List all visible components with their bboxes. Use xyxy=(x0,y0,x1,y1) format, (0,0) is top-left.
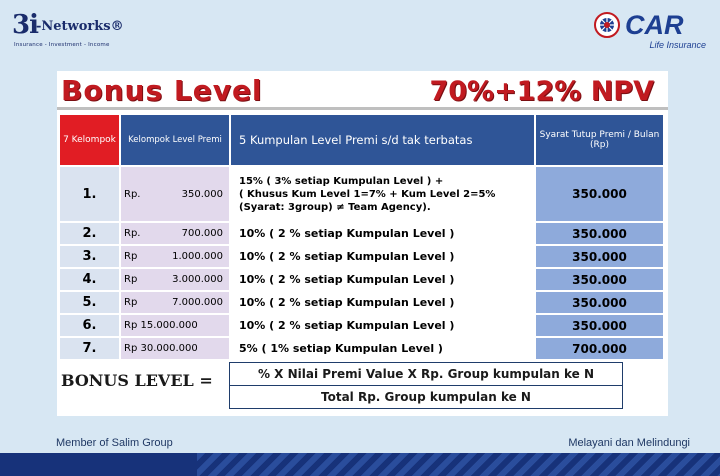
premium-currency: Rp xyxy=(124,274,138,285)
header-syarat: Syarat Tutup Premi / Bulan (Rp) xyxy=(535,114,664,166)
footer-right: Melayani dan Melindungi xyxy=(568,437,690,449)
car-brand: CAR xyxy=(625,10,684,40)
table-row xyxy=(59,314,664,337)
header-kumpulan: 5 Kumpulan Level Premi s/d tak terbatas xyxy=(230,114,535,166)
premium-level xyxy=(120,291,230,314)
premium-amount: 7.000.000 xyxy=(172,297,223,308)
footer-bar xyxy=(0,453,720,476)
syarat-value: 700.000 xyxy=(535,337,664,360)
description-line: (Syarat: 3group) ≠ Team Agency). xyxy=(239,201,431,213)
syarat-value: 350.000 xyxy=(535,245,664,268)
row-number: 3. xyxy=(59,245,120,268)
syarat-value: 350.000 xyxy=(535,268,664,291)
description-line: 5% ( 1% setiap Kumpulan Level ) xyxy=(239,342,443,355)
premium-level xyxy=(120,337,230,360)
level-description xyxy=(230,222,535,245)
premium-level xyxy=(120,245,230,268)
row-number: 1. xyxy=(59,166,120,222)
formula-denominator: Total Rp. Group kumpulan ke N xyxy=(321,390,531,404)
premium-amount: 3.000.000 xyxy=(172,274,223,285)
description-line: 10% ( 2 % setiap Kumpulan Level ) xyxy=(239,250,455,263)
header-kelompok: 7 Kelompok xyxy=(59,114,120,166)
table-row xyxy=(59,245,664,268)
syarat-value: 350.000 xyxy=(535,291,664,314)
3i-networks-logo xyxy=(12,10,124,48)
premium-amount: 350.000 xyxy=(181,188,223,200)
bonus-formula xyxy=(57,359,668,411)
level-description xyxy=(230,268,535,291)
slide-title: Bonus Level xyxy=(61,74,263,107)
header-level-premi: Kelompok Level Premi xyxy=(120,114,230,166)
row-number: 7. xyxy=(59,337,120,360)
level-description xyxy=(230,291,535,314)
description-line: 10% ( 2 % setiap Kumpulan Level ) xyxy=(239,319,455,332)
premium-currency: Rp 15.000.000 xyxy=(124,320,198,331)
premium-level xyxy=(120,222,230,245)
logo-mark: 3i xyxy=(12,10,38,40)
formula-fraction xyxy=(229,362,623,409)
footer-stripes xyxy=(197,453,720,476)
level-description xyxy=(230,166,535,222)
car-subtitle: Life Insurance xyxy=(649,40,706,50)
row-number: 2. xyxy=(59,222,120,245)
premium-level xyxy=(120,314,230,337)
premium-amount: 700.000 xyxy=(181,228,223,239)
table-row xyxy=(59,268,664,291)
bonus-table xyxy=(58,113,665,361)
premium-currency: Rp xyxy=(124,297,138,308)
syarat-value: 350.000 xyxy=(535,314,664,337)
premium-amount: 1.000.000 xyxy=(172,251,223,262)
row-number: 5. xyxy=(59,291,120,314)
premium-currency: Rp xyxy=(124,251,138,262)
description-line: 10% ( 2 % setiap Kumpulan Level ) xyxy=(239,296,455,309)
description-line: 15% ( 3% setiap Kumpulan Level ) + xyxy=(239,175,444,187)
logo-name: -Networks® xyxy=(36,19,124,34)
level-description xyxy=(230,337,535,360)
content-panel xyxy=(57,71,668,416)
footer-left: Member of Salim Group xyxy=(56,437,173,449)
table-row xyxy=(59,291,664,314)
formula-label: BONUS LEVEL = xyxy=(61,371,213,390)
syarat-value: 350.000 xyxy=(535,222,664,245)
table-row xyxy=(59,337,664,360)
slide-subtitle: 70%+12% NPV xyxy=(429,76,654,107)
premium-currency: Rp 30.000.000 xyxy=(124,343,198,354)
table-row xyxy=(59,222,664,245)
level-description xyxy=(230,314,535,337)
premium-level xyxy=(120,268,230,291)
premium-level xyxy=(120,166,230,222)
premium-currency: Rp. xyxy=(124,188,141,200)
description-line: 10% ( 2 % setiap Kumpulan Level ) xyxy=(239,227,455,240)
table-row xyxy=(59,166,664,222)
formula-numerator: % X Nilai Premi Value X Rp. Group kumpulan ke N xyxy=(230,363,622,386)
logo-tagline: Insurance - Investment - Income xyxy=(14,42,110,48)
car-life-insurance-logo xyxy=(594,10,706,55)
level-description xyxy=(230,245,535,268)
syarat-value: 350.000 xyxy=(535,166,664,222)
row-number: 4. xyxy=(59,268,120,291)
description-line: 10% ( 2 % setiap Kumpulan Level ) xyxy=(239,273,455,286)
row-number: 6. xyxy=(59,314,120,337)
car-emblem-icon xyxy=(594,12,620,38)
premium-currency: Rp. xyxy=(124,228,141,239)
title-divider xyxy=(57,107,668,110)
description-line: ( Khusus Kum Level 1=7% + Kum Level 2=5% xyxy=(239,188,496,200)
